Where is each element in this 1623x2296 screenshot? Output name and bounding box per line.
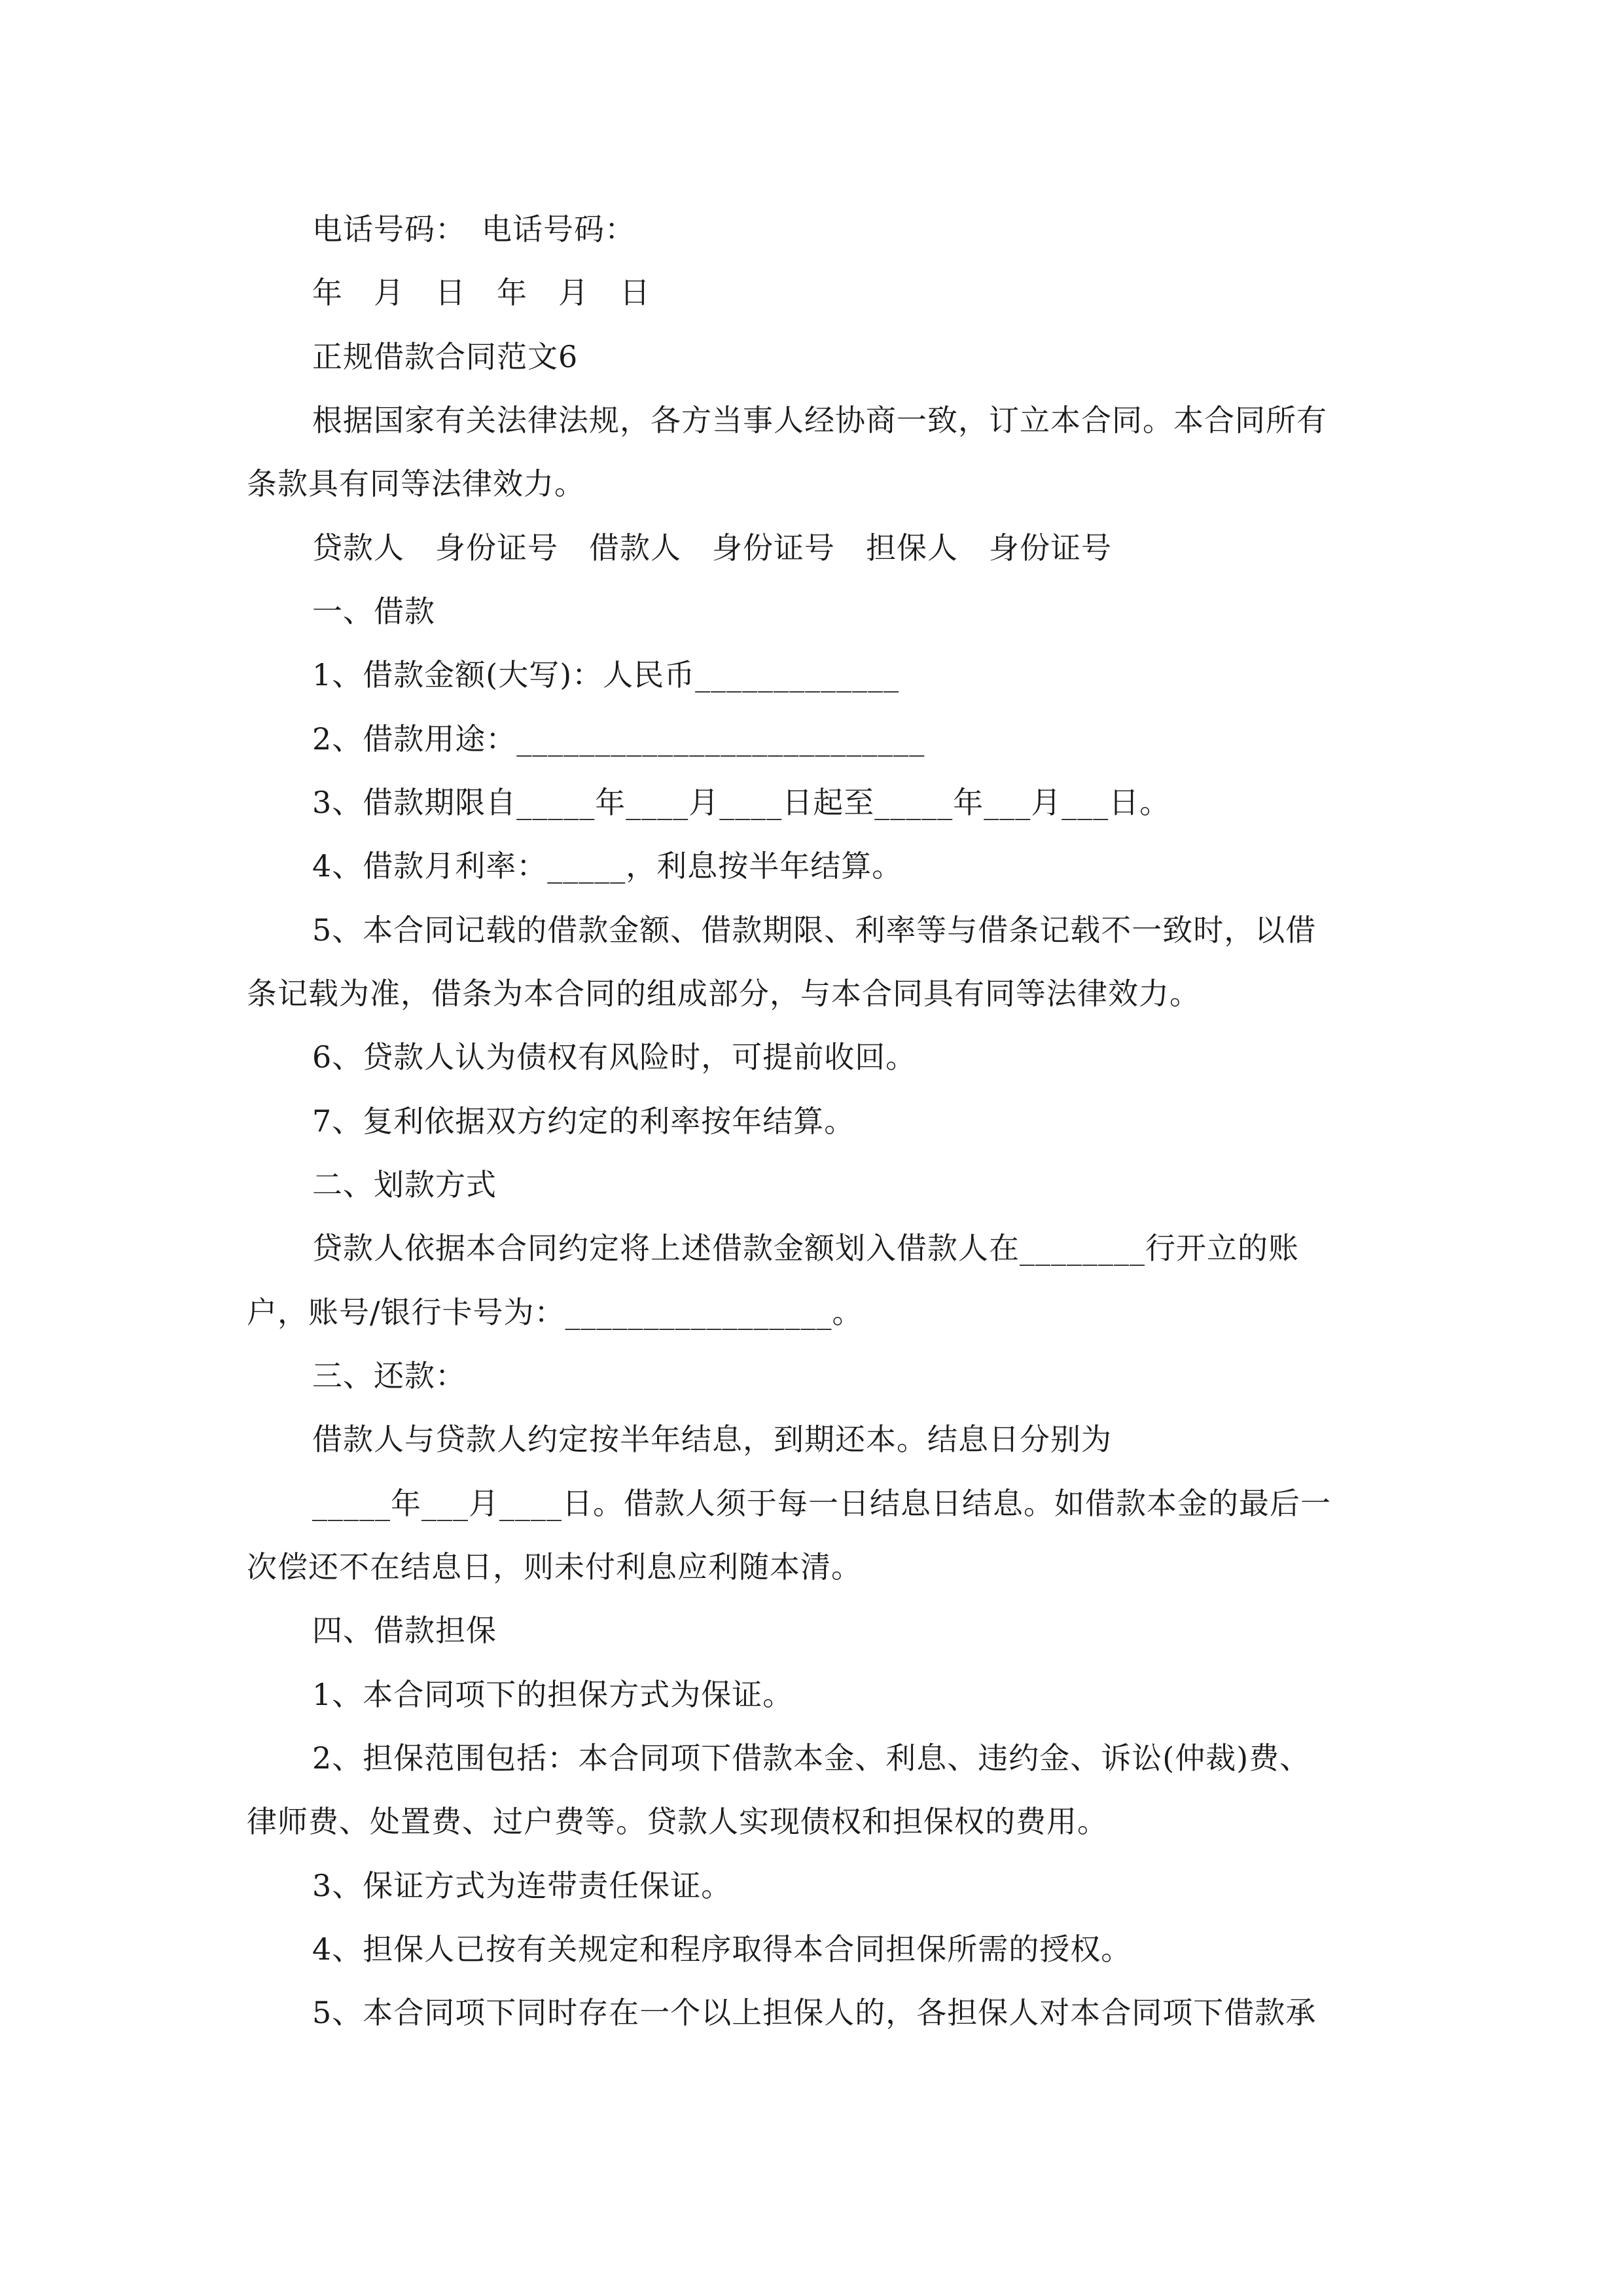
repayment-line-1: 借款人与贷款人约定按半年结息，到期还本。结息日分别为 — [312, 1422, 1112, 1457]
guarantee-clause-3: 3、保证方式为连带责任保证。 — [312, 1868, 732, 1903]
preamble-line-1: 根据国家有关法律法规，各方当事人经协商一致，订立本合同。本合同所有 — [312, 403, 1327, 438]
guarantee-clause-2-line-1: 2、担保范围包括：本合同项下借款本金、利息、违约金、诉讼(仲裁)费、 — [312, 1740, 1311, 1776]
date-line: 年 月 日 年 月 日 — [312, 275, 651, 310]
section-heading-loan: 一、借款 — [312, 594, 435, 629]
preamble-line-2: 条款具有同等法律效力。 — [247, 466, 585, 501]
section-heading-guarantee: 四、借款担保 — [312, 1613, 497, 1648]
section-heading-repayment: 三、还款： — [312, 1358, 466, 1393]
clause-3-term: 3、借款期限自_____年____月____日起至_____年___月___日。 — [312, 785, 1171, 820]
guarantee-clause-1: 1、本合同项下的担保方式为保证。 — [312, 1677, 794, 1712]
transfer-line-2: 户，账号/银行卡号为：_________________。 — [247, 1295, 863, 1330]
clause-6: 6、贷款人认为债权有风险时，可提前收回。 — [312, 1039, 917, 1075]
transfer-line-1: 贷款人依据本合同约定将上述借款金额划入借款人在________行开立的账 — [312, 1230, 1299, 1266]
phone-number-line: 电话号码： 电话号码： — [312, 211, 635, 247]
clause-2-purpose: 2、借款用途：__________________________ — [312, 721, 925, 757]
repayment-line-2: _____年___月____日。借款人须于每一日结息日结息。如借款本金的最后一 — [312, 1486, 1331, 1521]
clause-4-rate: 4、借款月利率：_____，利息按半年结算。 — [312, 848, 903, 884]
guarantee-clause-2-line-2: 律师费、处置费、过户费等。贷款人实现债权和担保权的费用。 — [247, 1804, 1108, 1839]
clause-5-line-1: 5、本合同记载的借款金额、借款期限、利率等与借条记载不一致时，以借 — [312, 912, 1317, 948]
document-title: 正规借款合同范文6 — [312, 339, 579, 374]
parties-line: 贷款人 身份证号 借款人 身份证号 担保人 身份证号 — [312, 530, 1112, 565]
clause-5-line-2: 条记载为准，借条为本合同的组成部分，与本合同具有同等法律效力。 — [247, 976, 1200, 1011]
clause-7: 7、复利依据双方约定的利率按年结算。 — [312, 1103, 855, 1139]
section-heading-transfer: 二、划款方式 — [312, 1167, 497, 1202]
repayment-line-3: 次偿还不在结息日，则未付利息应利随本清。 — [247, 1549, 862, 1585]
clause-1-amount: 1、借款金额(大写)：人民币_____________ — [312, 657, 900, 692]
guarantee-clause-4: 4、担保人已按有关规定和程序取得本合同担保所需的授权。 — [312, 1931, 1132, 1967]
guarantee-clause-5: 5、本合同项下同时存在一个以上担保人的，各担保人对本合同项下借款承 — [312, 1995, 1317, 2030]
